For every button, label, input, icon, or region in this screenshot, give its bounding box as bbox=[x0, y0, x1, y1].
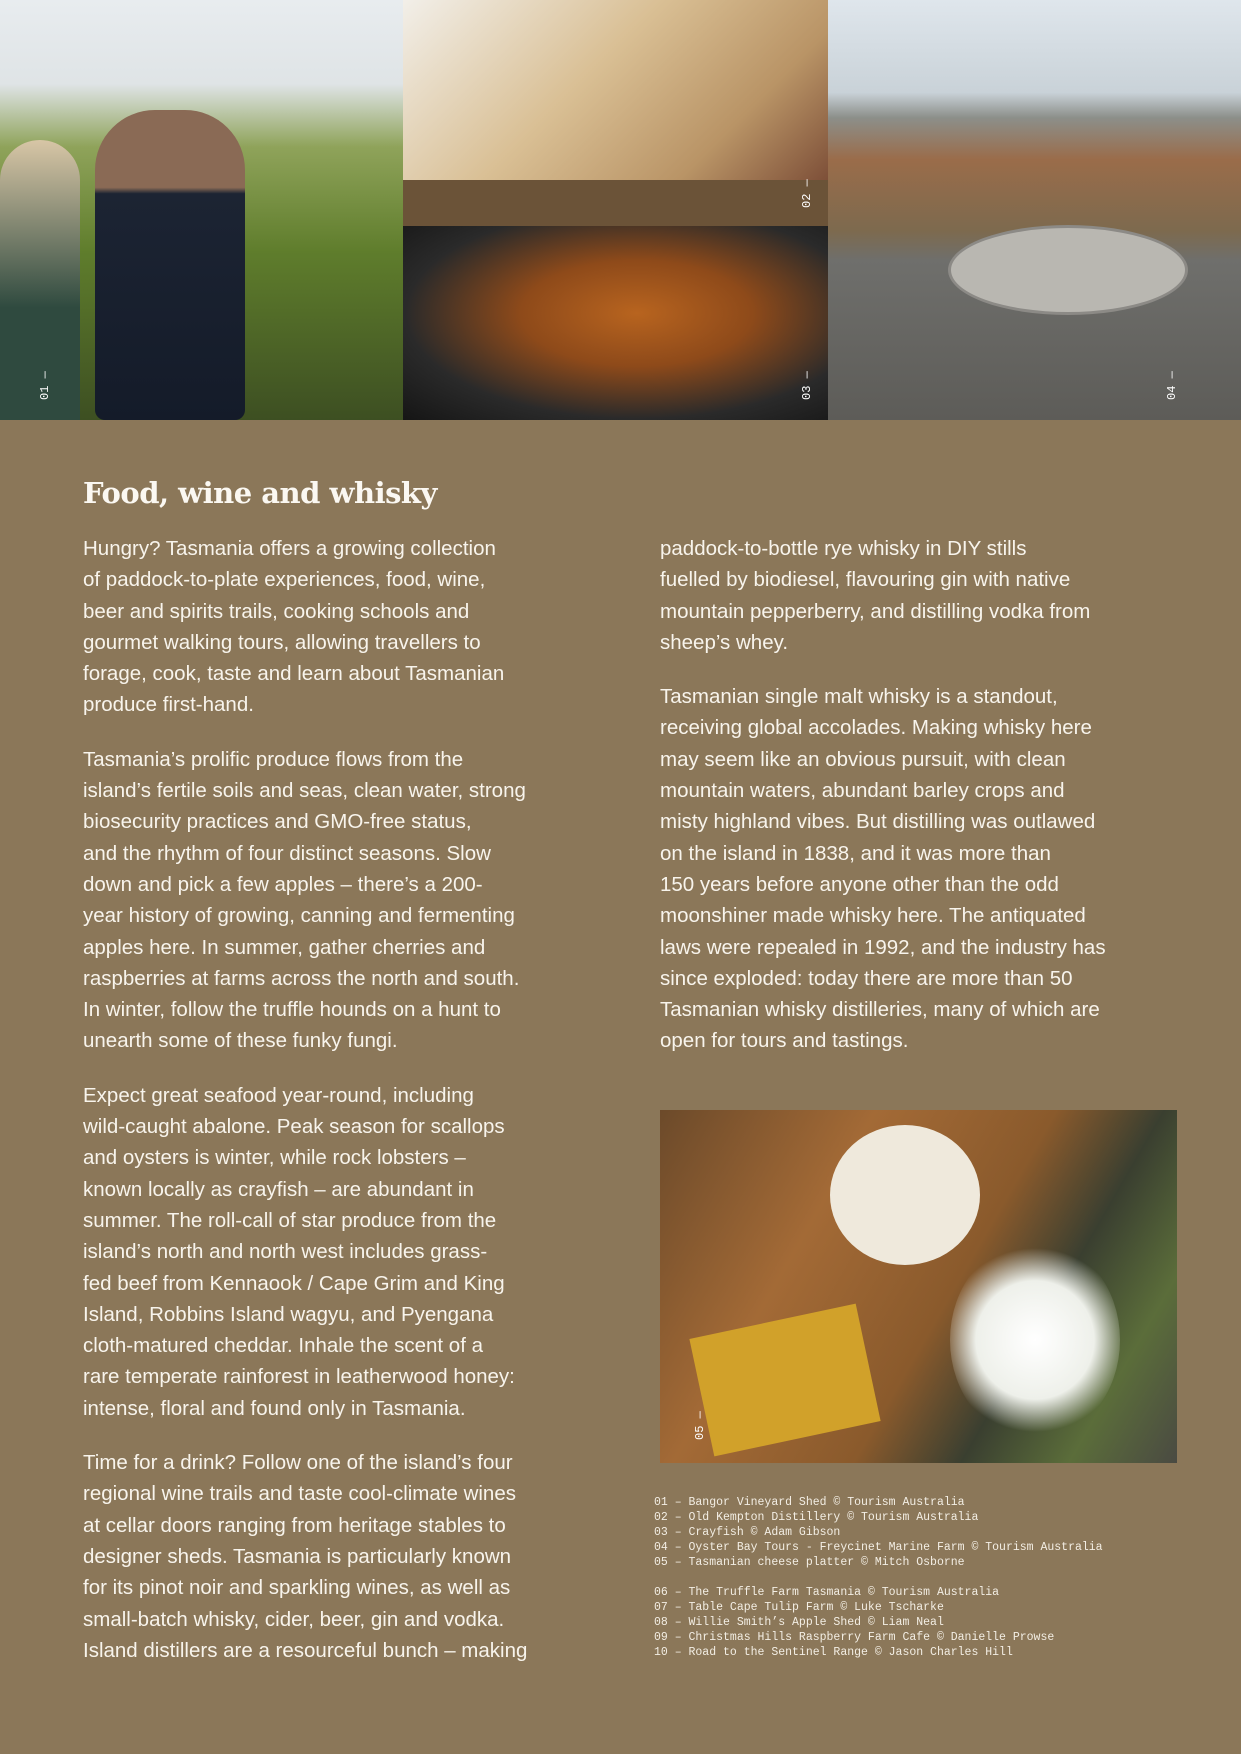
text-line: 09 – Christmas Hills Raspberry Farm Cafe © Danielle Prowse bbox=[654, 1631, 1055, 1644]
photo-label-05: 05 — bbox=[693, 1411, 707, 1440]
oyster-plate-shape bbox=[948, 225, 1188, 315]
text-line: Island, Robbins Island wagyu, and Pyengana bbox=[83, 1302, 494, 1326]
text-line: for its pinot noir and sparkling wines, as well as bbox=[83, 1576, 511, 1600]
text-line: known locally as crayfish – are abundant in bbox=[83, 1177, 474, 1201]
text-line: forage, cook, taste and learn about Tasmanian bbox=[83, 662, 505, 686]
text-line: 150 years before anyone other than the odd bbox=[660, 872, 1059, 896]
paragraph bbox=[83, 1080, 603, 1424]
text-line: open for tours and tastings. bbox=[660, 1029, 909, 1053]
text-line: rare temperate rainforest in leatherwood honey: bbox=[83, 1365, 515, 1389]
text-line: Hungry? Tasmania offers a growing collection bbox=[83, 537, 496, 560]
text-line: may seem like an obvious pursuit, with clean bbox=[660, 747, 1066, 771]
text-line: unearth some of these funky fungi. bbox=[83, 1029, 398, 1053]
caption-group bbox=[654, 1585, 1103, 1660]
text-line: produce first-hand. bbox=[83, 693, 254, 717]
text-line: 03 – Crayfish © Adam Gibson bbox=[654, 1526, 841, 1539]
text-line: down and pick a few apples – there’s a 200- bbox=[83, 872, 483, 896]
text-line: apples here. In summer, gather cherries and bbox=[83, 935, 486, 959]
text-line: fed beef from Kennaook / Cape Grim and King bbox=[83, 1271, 505, 1295]
paragraph bbox=[83, 744, 603, 1057]
caption-group bbox=[654, 1495, 1103, 1570]
text-line: 06 – The Truffle Farm Tasmania © Tourism Australia bbox=[654, 1586, 1000, 1599]
text-line: misty highland vibes. But distilling was outlawed bbox=[660, 810, 1096, 834]
right-column bbox=[660, 533, 1180, 1080]
paragraph bbox=[660, 533, 1180, 658]
winemaker-silhouette bbox=[95, 110, 245, 420]
text-line: Expect great seafood year-round, including bbox=[83, 1083, 474, 1107]
text-line: island’s north and north west includes grass- bbox=[83, 1240, 488, 1264]
text-line: 05 – Tasmanian cheese platter © Mitch Osborne bbox=[654, 1556, 965, 1569]
paragraph bbox=[660, 681, 1180, 1057]
flowers-shape bbox=[950, 1240, 1120, 1440]
text-line: fuelled by biodiesel, flavouring gin with native bbox=[660, 568, 1071, 592]
text-line: at cellar doors ranging from heritage stables to bbox=[83, 1513, 506, 1537]
page-title: Food, wine and whisky bbox=[83, 476, 437, 510]
text-line: small-batch whisky, cider, beer, gin and vodka. bbox=[83, 1607, 505, 1631]
text-line: island’s fertile soils and seas, clean water, strong bbox=[83, 779, 526, 803]
text-line: intense, floral and found only in Tasmania. bbox=[83, 1396, 466, 1420]
text-line: of paddock-to-plate experiences, food, wine, bbox=[83, 568, 486, 592]
blue-cheese-shape bbox=[689, 1304, 880, 1457]
text-line: Tasmanian single malt whisky is a standout, bbox=[660, 685, 1058, 709]
text-line: mountain waters, abundant barley crops and bbox=[660, 779, 1065, 803]
text-line: raspberries at farms across the north and south. bbox=[83, 966, 520, 990]
text-line: 10 – Road to the Sentinel Range © Jason Charles Hill bbox=[654, 1646, 1013, 1659]
photo-label-04: 04 — bbox=[1165, 371, 1179, 400]
text-line: sheep’s whey. bbox=[660, 630, 789, 654]
barrel-shape bbox=[403, 180, 828, 226]
text-line: regional wine trails and taste cool-climate wines bbox=[83, 1482, 516, 1506]
photo-label-03: 03 — bbox=[800, 371, 814, 400]
text-line: and oysters is winter, while rock lobsters – bbox=[83, 1146, 466, 1170]
text-line: since exploded: today there are more than 50 bbox=[660, 966, 1073, 990]
text-line: moonshiner made whisky here. The antiquated bbox=[660, 904, 1086, 928]
left-column bbox=[83, 533, 603, 1689]
photo-distillery bbox=[403, 0, 828, 226]
photo-oysters bbox=[828, 0, 1241, 420]
text-line: designer sheds. Tasmania is particularly known bbox=[83, 1544, 512, 1568]
text-line: summer. The roll-call of star produce from the bbox=[83, 1208, 497, 1232]
text-line: 01 – Bangor Vineyard Shed © Tourism Australia bbox=[654, 1496, 965, 1509]
text-line: In winter, follow the truffle hounds on a hunt to bbox=[83, 998, 501, 1022]
text-line: year history of growing, canning and fermenting bbox=[83, 904, 515, 928]
text-line: Tasmanian whisky distilleries, many of which are bbox=[660, 998, 1100, 1022]
text-line: gourmet walking tours, allowing travellers to bbox=[83, 630, 481, 654]
text-line: 08 – Willie Smith’s Apple Shed © Liam Neal bbox=[654, 1616, 944, 1629]
text-line: beer and spirits trails, cooking schools and bbox=[83, 599, 470, 623]
text-line: receiving global accolades. Making whisky here bbox=[660, 716, 1092, 740]
photo-credits bbox=[654, 1495, 1103, 1675]
text-line: and the rhythm of four distinct seasons. Slow bbox=[83, 841, 491, 865]
text-line: on the island in 1838, and it was more than bbox=[660, 841, 1051, 865]
text-line: cloth-matured cheddar. Inhale the scent of a bbox=[83, 1334, 484, 1358]
text-line: mountain pepperberry, and distilling vodka from bbox=[660, 599, 1091, 623]
photo-label-01: 01 — bbox=[38, 371, 52, 400]
brie-shape bbox=[830, 1125, 980, 1265]
photo-crayfish bbox=[403, 226, 828, 420]
text-line: 02 – Old Kempton Distillery © Tourism Australia bbox=[654, 1511, 979, 1524]
text-line: wild-caught abalone. Peak season for scallops bbox=[83, 1115, 505, 1139]
text-line: paddock-to-bottle rye whisky in DIY stills bbox=[660, 537, 1027, 560]
paragraph bbox=[83, 533, 603, 721]
text-line: 04 – Oyster Bay Tours - Freycinet Marine Farm © Tourism Australia bbox=[654, 1541, 1103, 1554]
text-line: laws were repealed in 1992, and the industry has bbox=[660, 935, 1106, 959]
photo-label-02: 02 — bbox=[800, 179, 814, 208]
text-line: Tasmania’s prolific produce flows from the bbox=[83, 747, 464, 771]
text-line: biosecurity practices and GMO-free status, bbox=[83, 810, 472, 834]
photo-vineyard bbox=[0, 0, 403, 420]
text-line: Time for a drink? Follow one of the island’s four bbox=[83, 1451, 513, 1475]
photo-cheese-platter bbox=[660, 1110, 1177, 1463]
text-line: 07 – Table Cape Tulip Farm © Luke Tscharke bbox=[654, 1601, 944, 1614]
text-line: Island distillers are a resourceful bunch – making bbox=[83, 1638, 528, 1662]
paragraph bbox=[83, 1447, 603, 1666]
